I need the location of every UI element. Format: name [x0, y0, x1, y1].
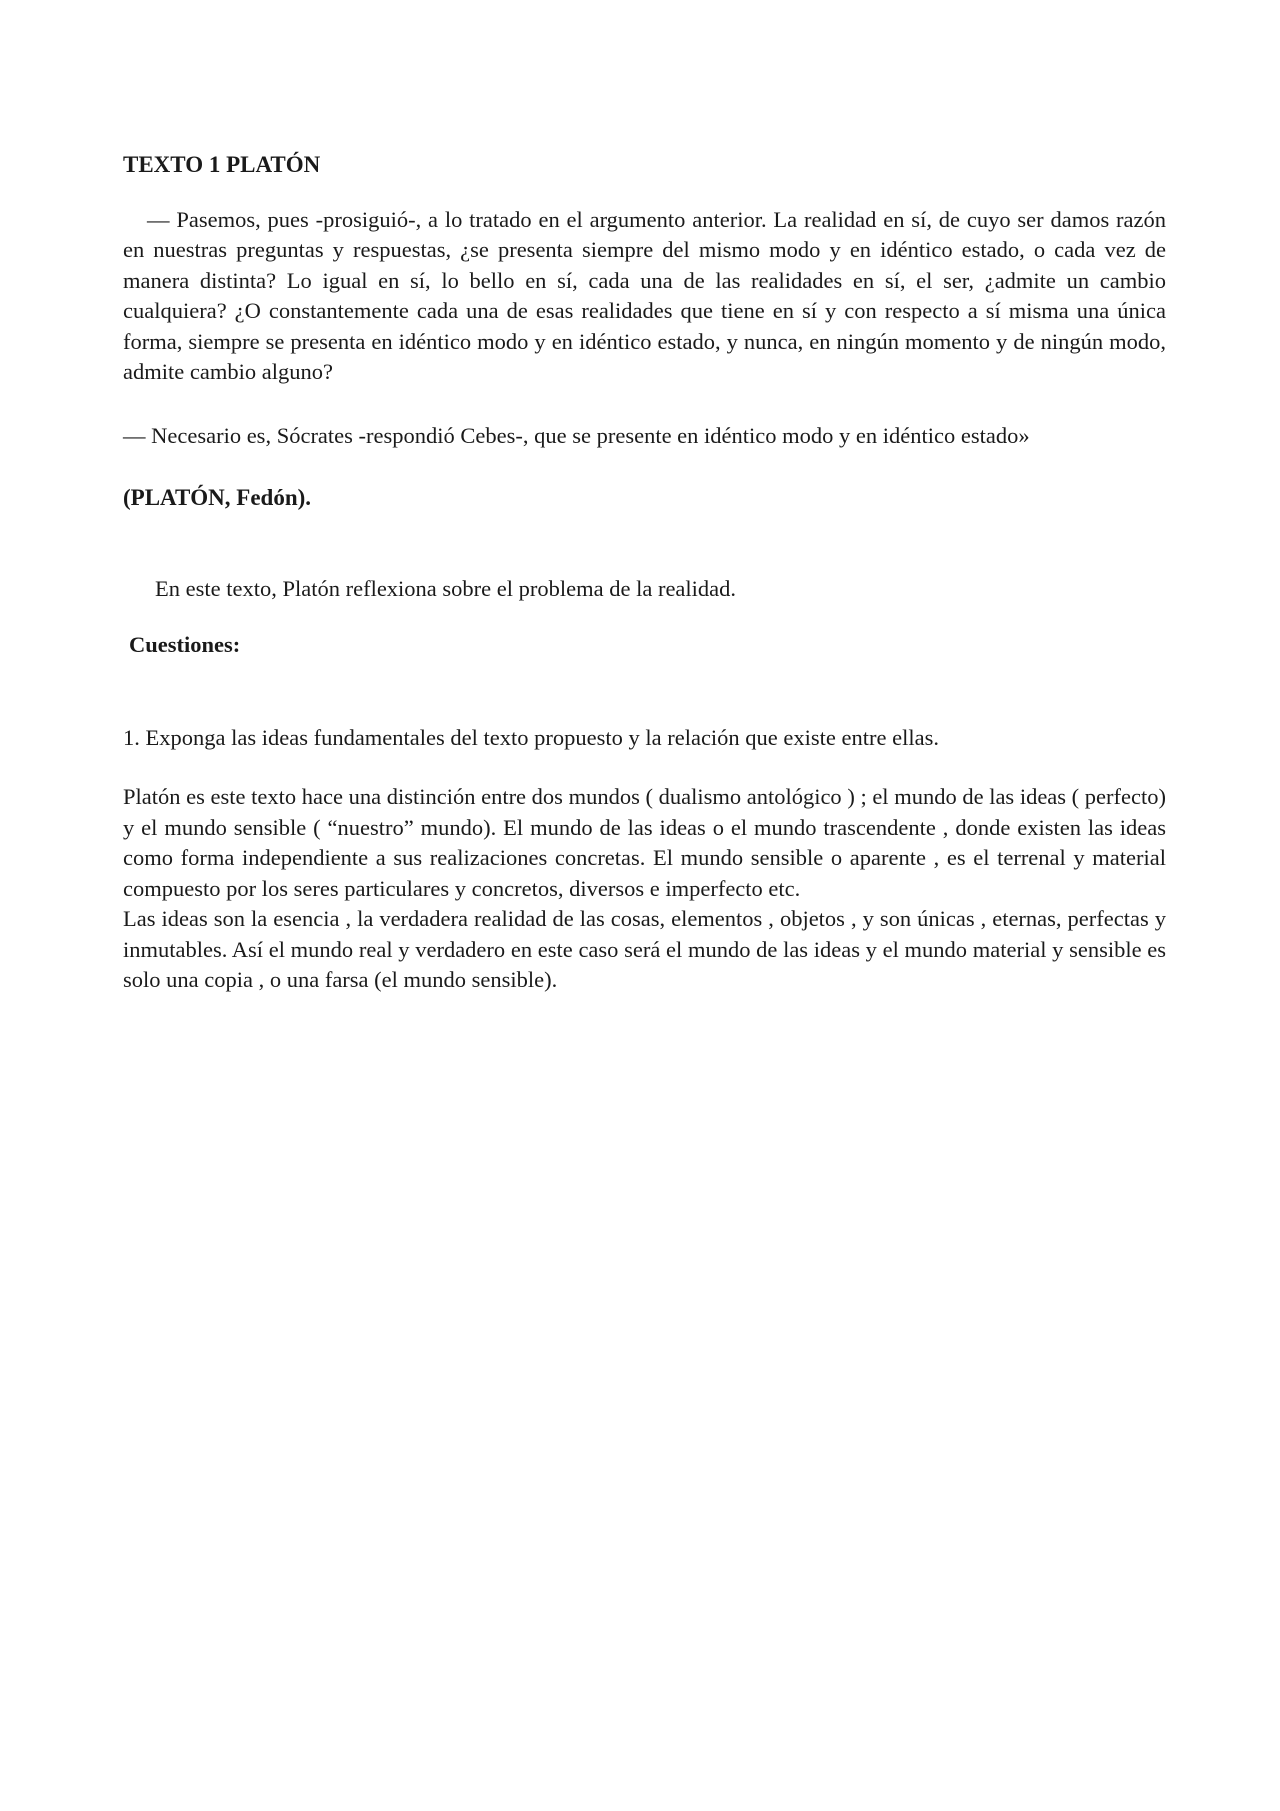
- answer-paragraph-2: Las ideas son la esencia , la verdadera realidad de las cosas, elementos , objetos , y son únicas , eternas, perfectas y inmutables. Así el mundo real y verdadero en este caso será el mundo de las ideas y el mundo material y sensible es solo una copia , o una farsa (el mundo sensible).: [123, 906, 1166, 992]
- answer-paragraph-1: Platón es este texto hace una distinción entre dos mundos ( dualismo antológico ) ; el mundo de las ideas ( perfecto) y el mundo sensible ( “nuestro” mundo). El mundo de las ideas o el mundo trascendente , donde existen las ideas como forma independiente a sus realizaciones concretas. El mundo sensible o aparente , es el terrenal y material compuesto por los seres particulares y concretos, diversos e imperfecto etc.: [123, 784, 1166, 901]
- intro-paragraph: En este texto, Platón reflexiona sobre el problema de la realidad.: [155, 575, 737, 601]
- quote-paragraph-1: — Pasemos, pues -prosiguió-, a lo tratado en el argumento anterior. La realidad en sí, de cuyo ser damos razón en nuestras preguntas y respuestas, ¿se presenta siempre del mismo modo y en idéntico estado, o cada vez de manera distinta? Lo igual en sí, lo bello en sí, cada una de las realidades en sí, el ser, ¿admite un cambio cualquiera? ¿O constantemente cada una de esas realidades que tiene en sí y con respecto a sí misma una única forma, siempre se presenta en idéntico modo y en idéntico estado, y nunca, en ningún momento y de ningún modo, admite cambio alguno?: [123, 206, 1166, 384]
- document-title: TEXTO 1 PLATÓN: [123, 152, 321, 177]
- document-page: [123, 150, 1166, 996]
- question-1: 1. Exponga las ideas fundamentales del texto propuesto y la relación que existe entre ellas.: [123, 724, 939, 750]
- citation: (PLATÓN, Fedón).: [123, 485, 312, 510]
- quote-paragraph-2: — Necesario es, Sócrates -respondió Cebes-, que se presente en idéntico modo y en idéntico estado»: [123, 422, 1030, 448]
- questions-heading: Cuestiones:: [129, 632, 241, 657]
